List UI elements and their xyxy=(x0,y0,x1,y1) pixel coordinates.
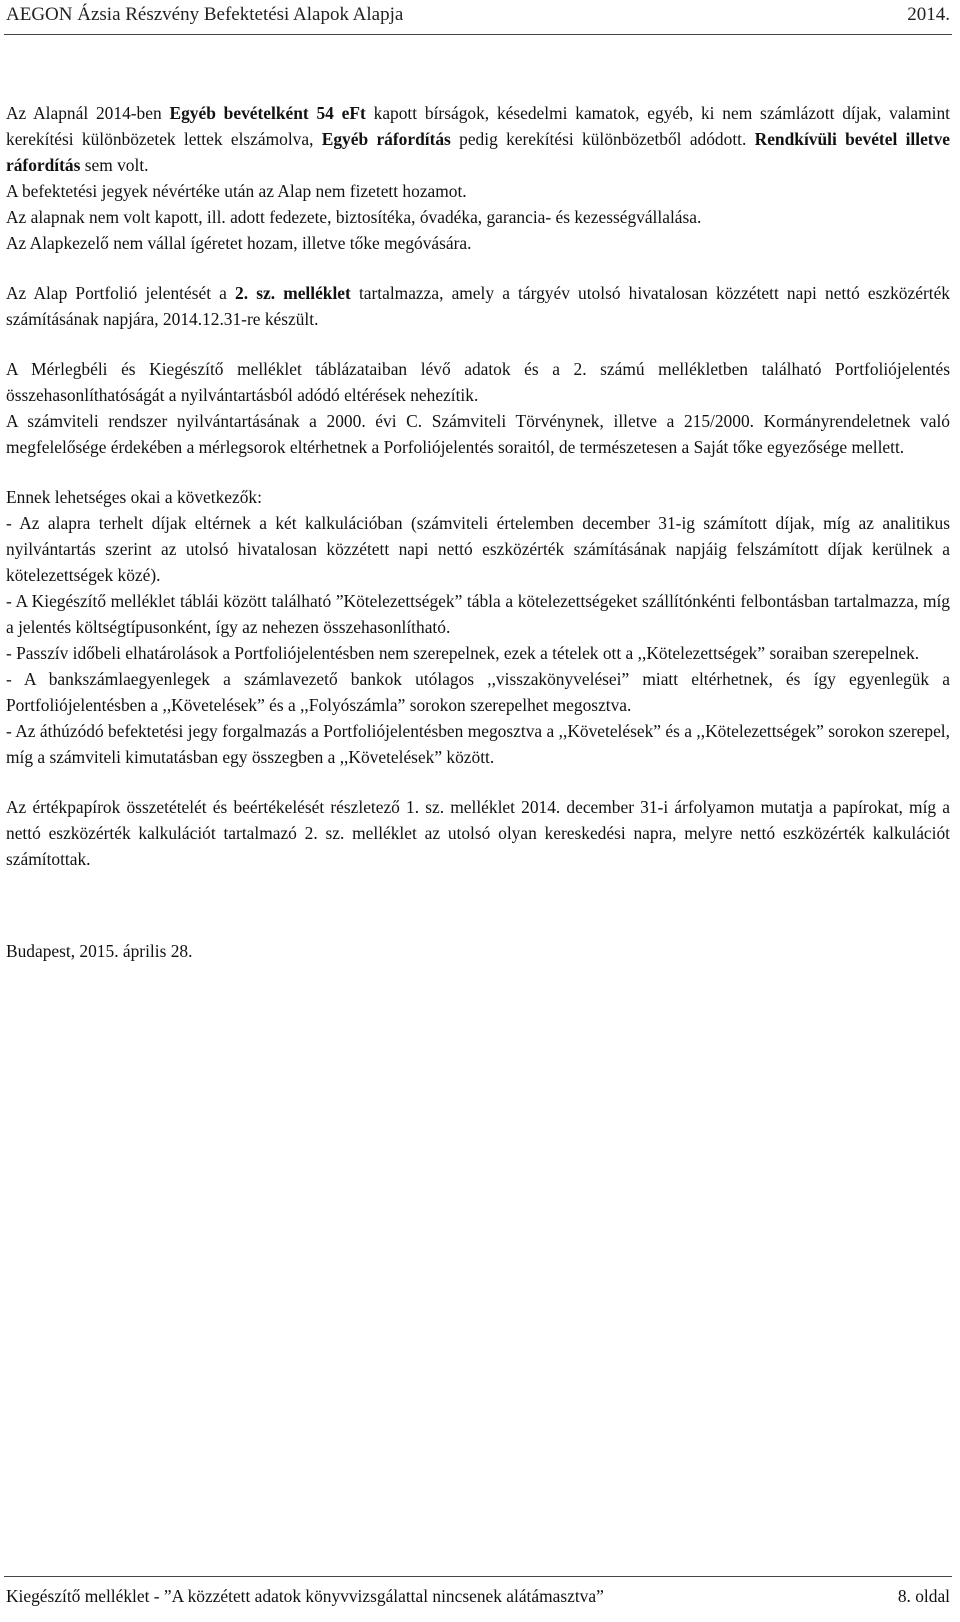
page-footer xyxy=(6,1586,950,1607)
paragraph-comparability: A Mérlegbéli és Kiegészítő melléklet táblázataiban lévő adatok és a 2. számú mellékletben található Portfoliójelentés összehasonlíthatóságát a nyilvántartásból adódó eltérések nehezítik. xyxy=(6,359,950,405)
reason-item: - Passzív időbeli elhatárolások a Portfoliójelentésben nem szerepelnek, ezek a tételek ott a ,,Kötelezettségek” soraiban szerepelnek. xyxy=(6,643,920,663)
paragraph-accounting-system: A számviteli rendszer nyilvántartásának a 2000. évi C. Számviteli Törvénynek, illetve a 215/2000. Kormányrendeletnek való megfelelősége érdekében a mérlegsorok eltérhetnek a Porfoliójelentés soraitól, de természetesen a Saját tőke egyezősége mellett. xyxy=(6,411,950,457)
header-year: 2014. xyxy=(907,4,950,25)
line-no-collateral: Az alapnak nem volt kapott, ill. adott fedezete, biztosítéka, óvadéka, garancia- és kezességvállalása. xyxy=(6,207,702,227)
line-no-yield: A befektetési jegyek névértéke után az Alap nem fizetett hozamot. xyxy=(6,181,467,201)
page-number: 8. oldal xyxy=(897,1586,950,1606)
reason-item: - A Kiegészítő melléklet táblái között található ”Kötelezettségek” tábla a kötelezettségeket szállítónkénti felbontásban tartalmazza, míg a jelentés költségtípusonként, így az nehezen összehasonlítható. xyxy=(6,591,950,637)
header-title: AEGON Ázsia Részvény Befektetési Alapok Alapja xyxy=(6,4,404,25)
line-no-guarantee: Az Alapkezelő nem vállal ígéretet hozam, illetve tőke megóvására. xyxy=(6,233,472,253)
page-header xyxy=(6,4,950,26)
paragraph-portfolio-report: Az Alap Portfolió jelentését a 2. sz. melléklet tartalmazza, amely a tárgyév utolsó hivatalosan közzétett napi nettó eszközérték számításának napjára, 2014.12.31-re készült. xyxy=(6,283,950,329)
paragraph-other-income: Az Alapnál 2014-ben Egyéb bevételként 54 eFt kapott bírságok, késedelmi kamatok, egyéb, ki nem számlázott díjak, valamint kerekítési különbözetek lettek elszámolva, Egyéb ráfordítás pedig kerekítési különbözetből adódott. Rendkívüli bevétel illetve ráfordítás sem volt. xyxy=(6,103,951,175)
reason-item: - A bankszámlaegyenlegek a számlavezető bankok utólagos ,,visszakönyvelései” miatt eltérhetnek, és így egyenlegük a Portfoliójelentésben a ,,Követelések” és a ,,Folyószámla” sorokon szerepelhet megosztva. xyxy=(6,669,950,715)
reason-item: - Az áthúzódó befektetési jegy forgalmazás a Portfoliójelentésben megosztva a ,,Követelések” és a ,,Kötelezettségek” sorokon szerepel, míg a számviteli kimutatásban egy összegben a ,,Követelések” között. xyxy=(6,721,950,767)
reasons-intro: Ennek lehetséges okai a következők: xyxy=(6,487,262,507)
page-body xyxy=(6,100,950,964)
place-date: Budapest, 2015. április 28. xyxy=(6,941,193,961)
header-rule xyxy=(4,34,952,35)
reason-item: - Az alapra terhelt díjak eltérnek a két kalkulációban (számviteli értelemben december 31-ig számított díjak, míg az analitikus nyilvántartás szerint az utolsó hivatalosan közzétett napi nettó eszközérték számításának napjáig felszámított díjak kerülnek a kötelezettségek közé). xyxy=(6,513,950,585)
paragraph-securities: Az értékpapírok összetételét és beértékelését részletező 1. sz. melléklet 2014. december 31-i árfolyamon mutatja a papírokat, míg a nettó eszközérték kalkulációt tartalmazó 2. sz. melléklet az utolsó olyan kereskedési napra, melyre nettó eszközérték kalkulációt számítottak. xyxy=(6,797,950,869)
footer-label: Kiegészítő melléklet - ”A közzétett adatok könyvvizsgálattal nincsenek alátámasztva” xyxy=(6,1586,604,1606)
footer-rule xyxy=(4,1576,952,1577)
